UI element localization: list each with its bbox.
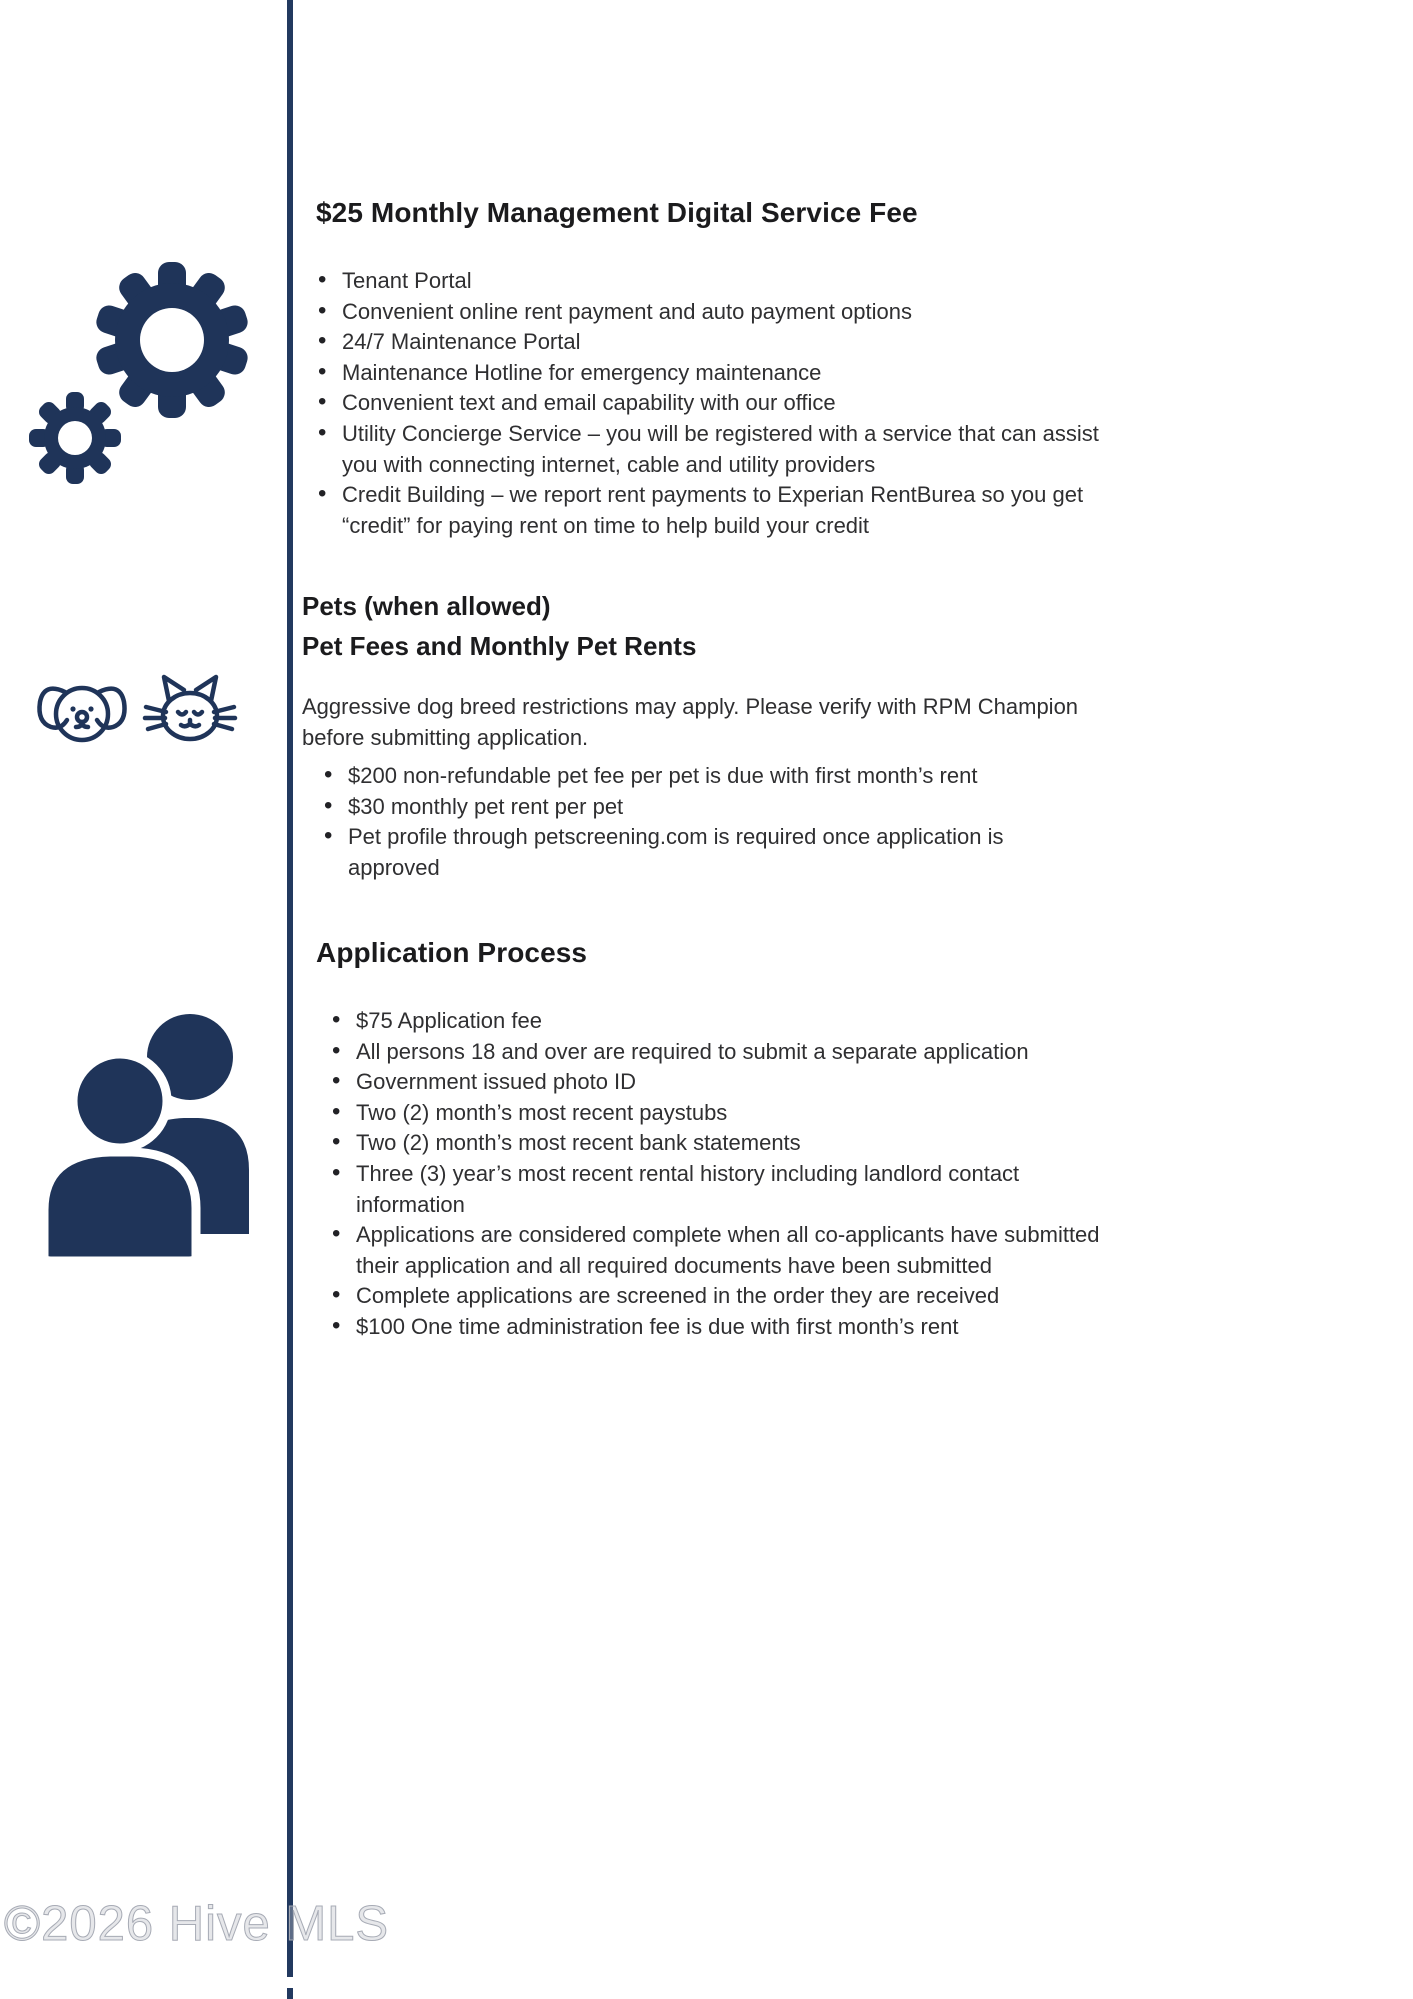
bullet-item: • $100 One time administration fee is due with first month’s rent [330, 1312, 1116, 1343]
dog-icon [39, 688, 124, 740]
two-people-icon [28, 1002, 252, 1264]
bullet-item: • Government issued photo ID [330, 1067, 1116, 1098]
cat-icon [145, 677, 235, 739]
vertical-divider-line [287, 0, 293, 1977]
bullet-item: • Convenient text and email capability with our office [316, 388, 1116, 419]
bullet-item: • Pet profile through petscreening.com is required once application is approved [322, 822, 1090, 883]
dog-and-cat-icon [18, 658, 240, 766]
vertical-divider-line-tail [287, 1988, 293, 1999]
application-process-list [330, 1006, 1116, 1343]
gears-icon [25, 255, 253, 490]
section-pets [302, 586, 1090, 884]
section-application-process [316, 936, 1116, 1343]
bullet-item: • Credit Building – we report rent payments to Experian RentBurea so you get “credit” for paying rent on time to help build your credit [316, 480, 1116, 541]
section-service-fee [316, 196, 1116, 541]
bullet-item: • $75 Application fee [330, 1006, 1116, 1037]
pets-intro-text: Aggressive dog breed restrictions may apply. Please verify with RPM Champion before submitting application. [302, 694, 1079, 750]
bullet-item: • Three (3) year’s most recent rental history including landlord contact information [330, 1159, 1116, 1220]
pets-list [322, 761, 1090, 883]
bullet-item: • Applications are considered complete when all co-applicants have submitted their application and all required documents have been submitted [330, 1220, 1116, 1281]
service-fee-list [316, 266, 1116, 541]
pets-title-line2: Pet Fees and Monthly Pet Rents [302, 631, 697, 661]
bullet-item: • All persons 18 and over are required to submit a separate application [330, 1037, 1116, 1068]
bullet-item: • Convenient online rent payment and auto payment options [316, 297, 1116, 328]
bullet-item: • Utility Concierge Service – you will be registered with a service that can assist you with connecting internet, cable and utility providers [316, 419, 1116, 480]
service-fee-title: $25 Monthly Management Digital Service Fee [316, 197, 918, 228]
bullet-item: • Complete applications are screened in the order they are received [330, 1281, 1116, 1312]
application-process-title: Application Process [316, 937, 588, 968]
bullet-item: • Maintenance Hotline for emergency maintenance [316, 358, 1116, 389]
bullet-item: • Tenant Portal [316, 266, 1116, 297]
bullet-item: • $200 non-refundable pet fee per pet is due with first month’s rent [322, 761, 1090, 792]
bullet-item: • 24/7 Maintenance Portal [316, 327, 1116, 358]
watermark: ©2026 Hive MLS [4, 1897, 390, 1951]
pets-title-line1: Pets (when allowed) [302, 591, 551, 621]
bullet-item: • Two (2) month’s most recent bank statements [330, 1128, 1116, 1159]
bullet-item: • Two (2) month’s most recent paystubs [330, 1098, 1116, 1129]
bullet-item: • $30 monthly pet rent per pet [322, 792, 1090, 823]
